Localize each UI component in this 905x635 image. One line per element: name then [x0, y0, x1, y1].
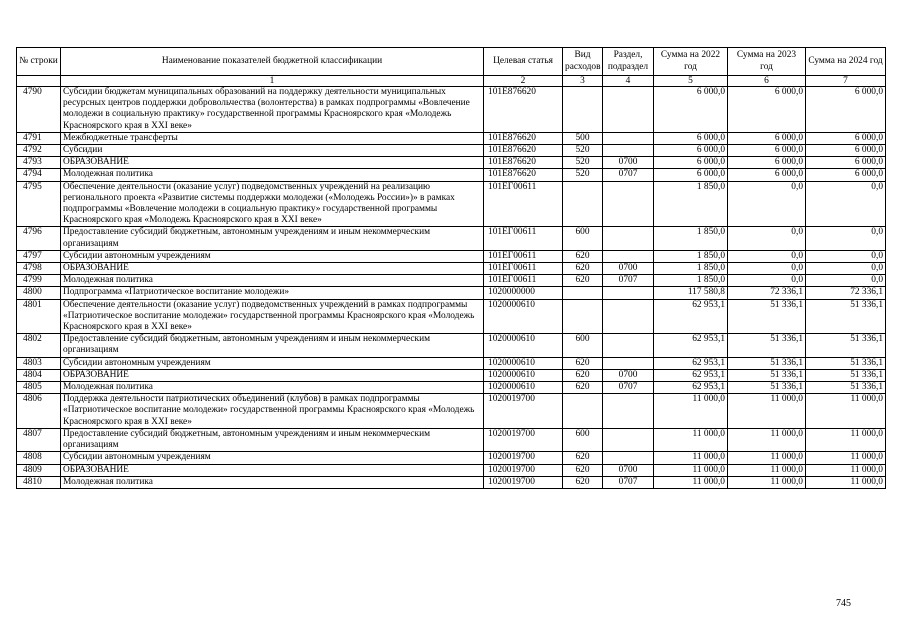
sum-2023-cell: 11 000,0 — [728, 394, 806, 429]
section-cell — [603, 181, 654, 227]
table-header — [17, 48, 886, 87]
expense-type-cell — [563, 394, 603, 429]
table-row — [17, 263, 886, 275]
column-number: 3 — [563, 76, 603, 87]
section-cell: 0707 — [603, 275, 654, 287]
target-article-cell: 101E876620 — [484, 169, 563, 181]
section-cell — [603, 334, 654, 357]
sum-2022-cell: 11 000,0 — [654, 428, 728, 451]
target-article-cell: 1020000000 — [484, 287, 563, 299]
expense-type-cell: 620 — [563, 369, 603, 381]
sum-2024-cell: 51 336,1 — [806, 357, 886, 369]
sum-2023-cell: 11 000,0 — [728, 476, 806, 488]
sum-2024-cell: 11 000,0 — [806, 394, 886, 429]
expense-type-cell: 620 — [563, 250, 603, 262]
expense-type-cell — [563, 287, 603, 299]
expense-type-cell: 520 — [563, 169, 603, 181]
column-number: 5 — [654, 76, 728, 87]
table-row — [17, 299, 886, 334]
sum-2024-cell: 6 000,0 — [806, 87, 886, 133]
row-name-cell: Молодежная политика — [61, 382, 484, 394]
row-name-cell: Молодежная политика — [61, 169, 484, 181]
header-name: Наименование показателей бюджетной классификации — [61, 48, 484, 76]
section-cell — [603, 145, 654, 157]
section-cell: 0707 — [603, 169, 654, 181]
sum-2024-cell: 0,0 — [806, 181, 886, 227]
section-cell — [603, 357, 654, 369]
sum-2024-cell: 0,0 — [806, 250, 886, 262]
sum-2022-cell: 11 000,0 — [654, 464, 728, 476]
table-row — [17, 287, 886, 299]
sum-2024-cell: 0,0 — [806, 275, 886, 287]
header-target: Целевая статья — [484, 48, 563, 76]
target-article-cell: 101EГ00611 — [484, 181, 563, 227]
expense-type-cell: 620 — [563, 275, 603, 287]
expense-type-cell: 620 — [563, 452, 603, 464]
row-number-cell: 4794 — [17, 169, 61, 181]
row-number-cell: 4790 — [17, 87, 61, 133]
row-number-cell: 4809 — [17, 464, 61, 476]
row-name-cell: ОБРАЗОВАНИЕ — [61, 263, 484, 275]
sum-2022-cell: 62 953,1 — [654, 357, 728, 369]
sum-2023-cell: 11 000,0 — [728, 452, 806, 464]
header-sum-2022: Сумма на 2022 год — [654, 48, 728, 76]
expense-type-cell: 500 — [563, 132, 603, 144]
sum-2022-cell: 11 000,0 — [654, 476, 728, 488]
target-article-cell: 101EГ00611 — [484, 250, 563, 262]
target-article-cell: 1020000610 — [484, 334, 563, 357]
expense-type-cell: 600 — [563, 428, 603, 451]
row-number-cell: 4803 — [17, 357, 61, 369]
sum-2022-cell: 6 000,0 — [654, 87, 728, 133]
sum-2024-cell: 0,0 — [806, 227, 886, 250]
section-cell: 0707 — [603, 382, 654, 394]
row-number-cell: 4793 — [17, 157, 61, 169]
sum-2022-cell: 62 953,1 — [654, 299, 728, 334]
row-name-cell: Предоставление субсидий бюджетным, автономным учреждениям и иным некоммерческим организациям — [61, 334, 484, 357]
row-number-cell: 4792 — [17, 145, 61, 157]
sum-2023-cell: 6 000,0 — [728, 132, 806, 144]
row-name-cell: Подпрограмма «Патриотическое воспитание молодежи» — [61, 287, 484, 299]
header-section: Раздел, подраздел — [603, 48, 654, 76]
target-article-cell: 101E876620 — [484, 132, 563, 144]
sum-2023-cell: 0,0 — [728, 250, 806, 262]
sum-2023-cell: 51 336,1 — [728, 382, 806, 394]
sum-2024-cell: 51 336,1 — [806, 334, 886, 357]
table-row — [17, 394, 886, 429]
sum-2024-cell: 6 000,0 — [806, 169, 886, 181]
sum-2024-cell: 11 000,0 — [806, 476, 886, 488]
target-article-cell: 1020019700 — [484, 394, 563, 429]
column-number-row — [17, 76, 886, 87]
sum-2023-cell: 6 000,0 — [728, 87, 806, 133]
expense-type-cell — [563, 87, 603, 133]
target-article-cell: 101E876620 — [484, 145, 563, 157]
header-sum-2023: Сумма на 2023 год — [728, 48, 806, 76]
sum-2022-cell: 1 850,0 — [654, 275, 728, 287]
expense-type-cell: 620 — [563, 263, 603, 275]
sum-2024-cell: 11 000,0 — [806, 428, 886, 451]
row-name-cell: ОБРАЗОВАНИЕ — [61, 369, 484, 381]
sum-2022-cell: 6 000,0 — [654, 145, 728, 157]
row-name-cell: Обеспечение деятельности (оказание услуг) подведомственных учреждений на реализацию регионального проекта «Развитие системы поддержки молодежи («Молодежь России»)» в рамках подпрограммы «Вовлечение молодежи в социальную практику» государственной программы Красноярского края «Молодежь Красноярского края в XXI веке» — [61, 181, 484, 227]
row-name-cell: Предоставление субсидий бюджетным, автономным учреждениям и иным некоммерческим организациям — [61, 428, 484, 451]
row-name-cell: Субсидии автономным учреждениям — [61, 452, 484, 464]
row-number-cell: 4810 — [17, 476, 61, 488]
sum-2024-cell: 72 336,1 — [806, 287, 886, 299]
row-number-cell: 4791 — [17, 132, 61, 144]
sum-2022-cell: 62 953,1 — [654, 369, 728, 381]
table-row — [17, 452, 886, 464]
column-number: 2 — [484, 76, 563, 87]
row-number-cell: 4796 — [17, 227, 61, 250]
sum-2022-cell: 62 953,1 — [654, 382, 728, 394]
sum-2024-cell: 6 000,0 — [806, 132, 886, 144]
sum-2023-cell: 51 336,1 — [728, 299, 806, 334]
table-row — [17, 227, 886, 250]
sum-2023-cell: 6 000,0 — [728, 169, 806, 181]
sum-2022-cell: 117 580,8 — [654, 287, 728, 299]
sum-2024-cell: 6 000,0 — [806, 157, 886, 169]
row-name-cell: ОБРАЗОВАНИЕ — [61, 157, 484, 169]
expense-type-cell: 620 — [563, 476, 603, 488]
row-name-cell: Обеспечение деятельности (оказание услуг) подведомственных учреждений в рамках подпрограммы «Патриотическое воспитание молодежи» государственной программы Красноярского края «Молодежь Красноярского края в XXI веке» — [61, 299, 484, 334]
target-article-cell: 101E876620 — [484, 157, 563, 169]
sum-2022-cell: 6 000,0 — [654, 169, 728, 181]
target-article-cell: 1020000610 — [484, 357, 563, 369]
column-number: 7 — [806, 76, 886, 87]
target-article-cell: 101EГ00611 — [484, 275, 563, 287]
sum-2022-cell: 1 850,0 — [654, 227, 728, 250]
row-name-cell: Субсидии — [61, 145, 484, 157]
target-article-cell: 1020000610 — [484, 369, 563, 381]
table-row — [17, 464, 886, 476]
sum-2023-cell: 11 000,0 — [728, 464, 806, 476]
table-row — [17, 428, 886, 451]
header-expense-type: Вид расходов — [563, 48, 603, 76]
row-number-cell: 4802 — [17, 334, 61, 357]
section-cell — [603, 299, 654, 334]
section-cell — [603, 287, 654, 299]
sum-2022-cell: 1 850,0 — [654, 181, 728, 227]
table-row — [17, 382, 886, 394]
sum-2022-cell: 6 000,0 — [654, 157, 728, 169]
sum-2022-cell: 1 850,0 — [654, 263, 728, 275]
table-row — [17, 169, 886, 181]
row-name-cell: Предоставление субсидий бюджетным, автономным учреждениям и иным некоммерческим организациям — [61, 227, 484, 250]
section-cell — [603, 428, 654, 451]
target-article-cell: 101EГ00611 — [484, 263, 563, 275]
row-number-cell: 4801 — [17, 299, 61, 334]
target-article-cell: 101EГ00611 — [484, 227, 563, 250]
expense-type-cell: 620 — [563, 382, 603, 394]
section-cell — [603, 394, 654, 429]
row-name-cell: Субсидии автономным учреждениям — [61, 357, 484, 369]
sum-2022-cell: 1 850,0 — [654, 250, 728, 262]
page-number: 745 — [836, 598, 851, 609]
sum-2023-cell: 6 000,0 — [728, 145, 806, 157]
column-number: 4 — [603, 76, 654, 87]
sum-2023-cell: 0,0 — [728, 275, 806, 287]
table-row — [17, 275, 886, 287]
row-name-cell: Межбюджетные трансферты — [61, 132, 484, 144]
section-cell — [603, 452, 654, 464]
row-number-cell: 4799 — [17, 275, 61, 287]
row-name-cell: Субсидии автономным учреждениям — [61, 250, 484, 262]
table-row — [17, 145, 886, 157]
section-cell: 0700 — [603, 263, 654, 275]
sum-2024-cell: 51 336,1 — [806, 299, 886, 334]
column-number: 6 — [728, 76, 806, 87]
sum-2024-cell: 6 000,0 — [806, 145, 886, 157]
row-name-cell: ОБРАЗОВАНИЕ — [61, 464, 484, 476]
sum-2022-cell: 62 953,1 — [654, 334, 728, 357]
row-number-cell: 4805 — [17, 382, 61, 394]
row-name-cell: Поддержка деятельности патриотических объединений (клубов) в рамках подпрограммы «Патриотическое воспитание молодежи» государственной программы Красноярского края «Молодежь Красноярского края в XXI веке» — [61, 394, 484, 429]
section-cell — [603, 227, 654, 250]
table-row — [17, 132, 886, 144]
expense-type-cell: 600 — [563, 334, 603, 357]
column-number: 1 — [61, 76, 484, 87]
section-cell — [603, 250, 654, 262]
sum-2023-cell: 0,0 — [728, 263, 806, 275]
table-row — [17, 250, 886, 262]
table-row — [17, 87, 886, 133]
row-number-cell: 4807 — [17, 428, 61, 451]
expense-type-cell — [563, 299, 603, 334]
target-article-cell: 1020019700 — [484, 428, 563, 451]
target-article-cell: 1020000610 — [484, 299, 563, 334]
table-row — [17, 369, 886, 381]
sum-2022-cell: 11 000,0 — [654, 452, 728, 464]
table-row — [17, 157, 886, 169]
sum-2022-cell: 6 000,0 — [654, 132, 728, 144]
section-cell: 0707 — [603, 476, 654, 488]
sum-2023-cell: 6 000,0 — [728, 157, 806, 169]
expense-type-cell: 520 — [563, 157, 603, 169]
row-number-cell: 4798 — [17, 263, 61, 275]
table-row — [17, 181, 886, 227]
header-sum-2024: Сумма на 2024 год — [806, 48, 886, 76]
sum-2023-cell: 72 336,1 — [728, 287, 806, 299]
row-number-cell: 4797 — [17, 250, 61, 262]
sum-2024-cell: 11 000,0 — [806, 464, 886, 476]
sum-2023-cell: 51 336,1 — [728, 369, 806, 381]
column-number — [17, 76, 61, 87]
table-row — [17, 357, 886, 369]
target-article-cell: 1020019700 — [484, 464, 563, 476]
section-cell: 0700 — [603, 369, 654, 381]
sum-2022-cell: 11 000,0 — [654, 394, 728, 429]
expense-type-cell: 520 — [563, 145, 603, 157]
sum-2024-cell: 11 000,0 — [806, 452, 886, 464]
section-cell: 0700 — [603, 464, 654, 476]
table-row — [17, 334, 886, 357]
sum-2023-cell: 51 336,1 — [728, 334, 806, 357]
expense-type-cell: 620 — [563, 357, 603, 369]
sum-2023-cell: 51 336,1 — [728, 357, 806, 369]
row-number-cell: 4804 — [17, 369, 61, 381]
target-article-cell: 1020019700 — [484, 476, 563, 488]
row-number-cell: 4795 — [17, 181, 61, 227]
table-body — [17, 87, 886, 489]
row-name-cell: Молодежная политика — [61, 476, 484, 488]
section-cell — [603, 87, 654, 133]
sum-2023-cell: 11 000,0 — [728, 428, 806, 451]
sum-2024-cell: 51 336,1 — [806, 382, 886, 394]
section-cell: 0700 — [603, 157, 654, 169]
section-cell — [603, 132, 654, 144]
target-article-cell: 1020000610 — [484, 382, 563, 394]
expense-type-cell — [563, 181, 603, 227]
sum-2023-cell: 0,0 — [728, 227, 806, 250]
budget-table — [16, 47, 886, 489]
expense-type-cell: 620 — [563, 464, 603, 476]
target-article-cell: 1020019700 — [484, 452, 563, 464]
row-number-cell: 4808 — [17, 452, 61, 464]
row-number-cell: 4806 — [17, 394, 61, 429]
row-number-cell: 4800 — [17, 287, 61, 299]
sum-2023-cell: 0,0 — [728, 181, 806, 227]
header-row — [17, 48, 886, 76]
target-article-cell: 101E876620 — [484, 87, 563, 133]
table-row — [17, 476, 886, 488]
sum-2024-cell: 0,0 — [806, 263, 886, 275]
row-name-cell: Молодежная политика — [61, 275, 484, 287]
row-name-cell: Субсидии бюджетам муниципальных образований на поддержку деятельности муниципальных ресурсных центров поддержки добровольчества (волонтерства) в рамках подпрограммы «Вовлечение молодежи в социальную практику» государственной программы Красноярского края «Молодежь Красноярского края в XXI веке» — [61, 87, 484, 133]
expense-type-cell: 600 — [563, 227, 603, 250]
header-row-no: № строки — [17, 48, 61, 76]
sum-2024-cell: 51 336,1 — [806, 369, 886, 381]
